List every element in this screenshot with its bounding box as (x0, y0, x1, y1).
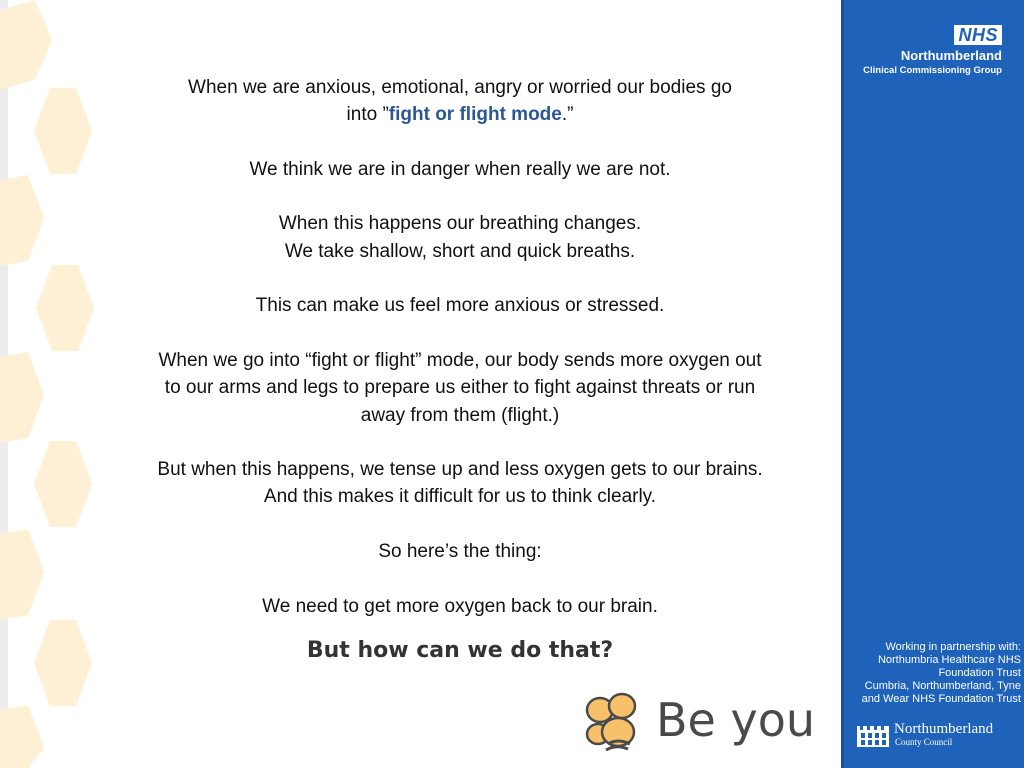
text-line: When we are anxious, emotional, angry or worried our bodies go (188, 77, 732, 98)
bee-icon (584, 692, 644, 754)
council-logo (856, 720, 1024, 752)
text-line: When we go into “fight or flight” mode, our body sends more oxygen out (158, 349, 762, 371)
partner-line: Cumbria, Northumberland, Tyne (864, 680, 1021, 692)
partner-line: Working in partnership with: (885, 641, 1021, 653)
partner-line: Northumbria Healthcare NHS (877, 654, 1021, 666)
text-line (110, 101, 810, 128)
partner-line: Foundation Trust (938, 667, 1021, 679)
paragraph-danger: We think we are in danger when really we are not. (249, 158, 671, 180)
nhs-logo: NHS (954, 25, 1002, 45)
main-text (110, 74, 810, 666)
brand-text: Be you (656, 693, 816, 747)
paragraph-oxygen-back: We need to get more oxygen back to our brain. (262, 595, 658, 617)
partnership-text (846, 641, 1021, 706)
be-you-logo (584, 692, 824, 756)
org-name: Northumberland (900, 48, 1002, 63)
text-fragment: into ” (346, 104, 389, 126)
question-heading: But how can we do that? (306, 637, 614, 663)
org-subtitle: Clinical Commissioning Group (863, 65, 1002, 76)
castle-icon (856, 722, 890, 748)
council-subtitle: County Council (895, 737, 953, 747)
hexagon-pattern (0, 0, 100, 768)
paragraph-fight-or-flight (110, 74, 810, 129)
paragraph-breathing (110, 210, 810, 265)
paragraph-tense-up (110, 456, 810, 511)
text-line: to our arms and legs to prepare us either to fight against threats or run (164, 377, 756, 399)
partner-line: and Wear NHS Foundation Trust (861, 693, 1021, 705)
council-name: Northumberland (894, 721, 994, 737)
text-line: But when this happens, we tense up and less oxygen gets to our brains. (157, 459, 763, 481)
text-line: When this happens our breathing changes. (278, 213, 642, 235)
text-line: We take shallow, short and quick breaths. (284, 240, 636, 262)
paragraph-anxious: This can make us feel more anxious or stressed. (255, 295, 665, 317)
highlight-text: fight or flight mode (388, 104, 562, 126)
paragraph-oxygen-out (110, 347, 810, 429)
text-line: And this makes it difficult for us to think clearly. (263, 486, 657, 508)
text-line: away from them (flight.) (360, 404, 560, 426)
paragraph-heres-the-thing: So here’s the thing: (378, 541, 542, 563)
text-fragment: .” (561, 104, 574, 126)
